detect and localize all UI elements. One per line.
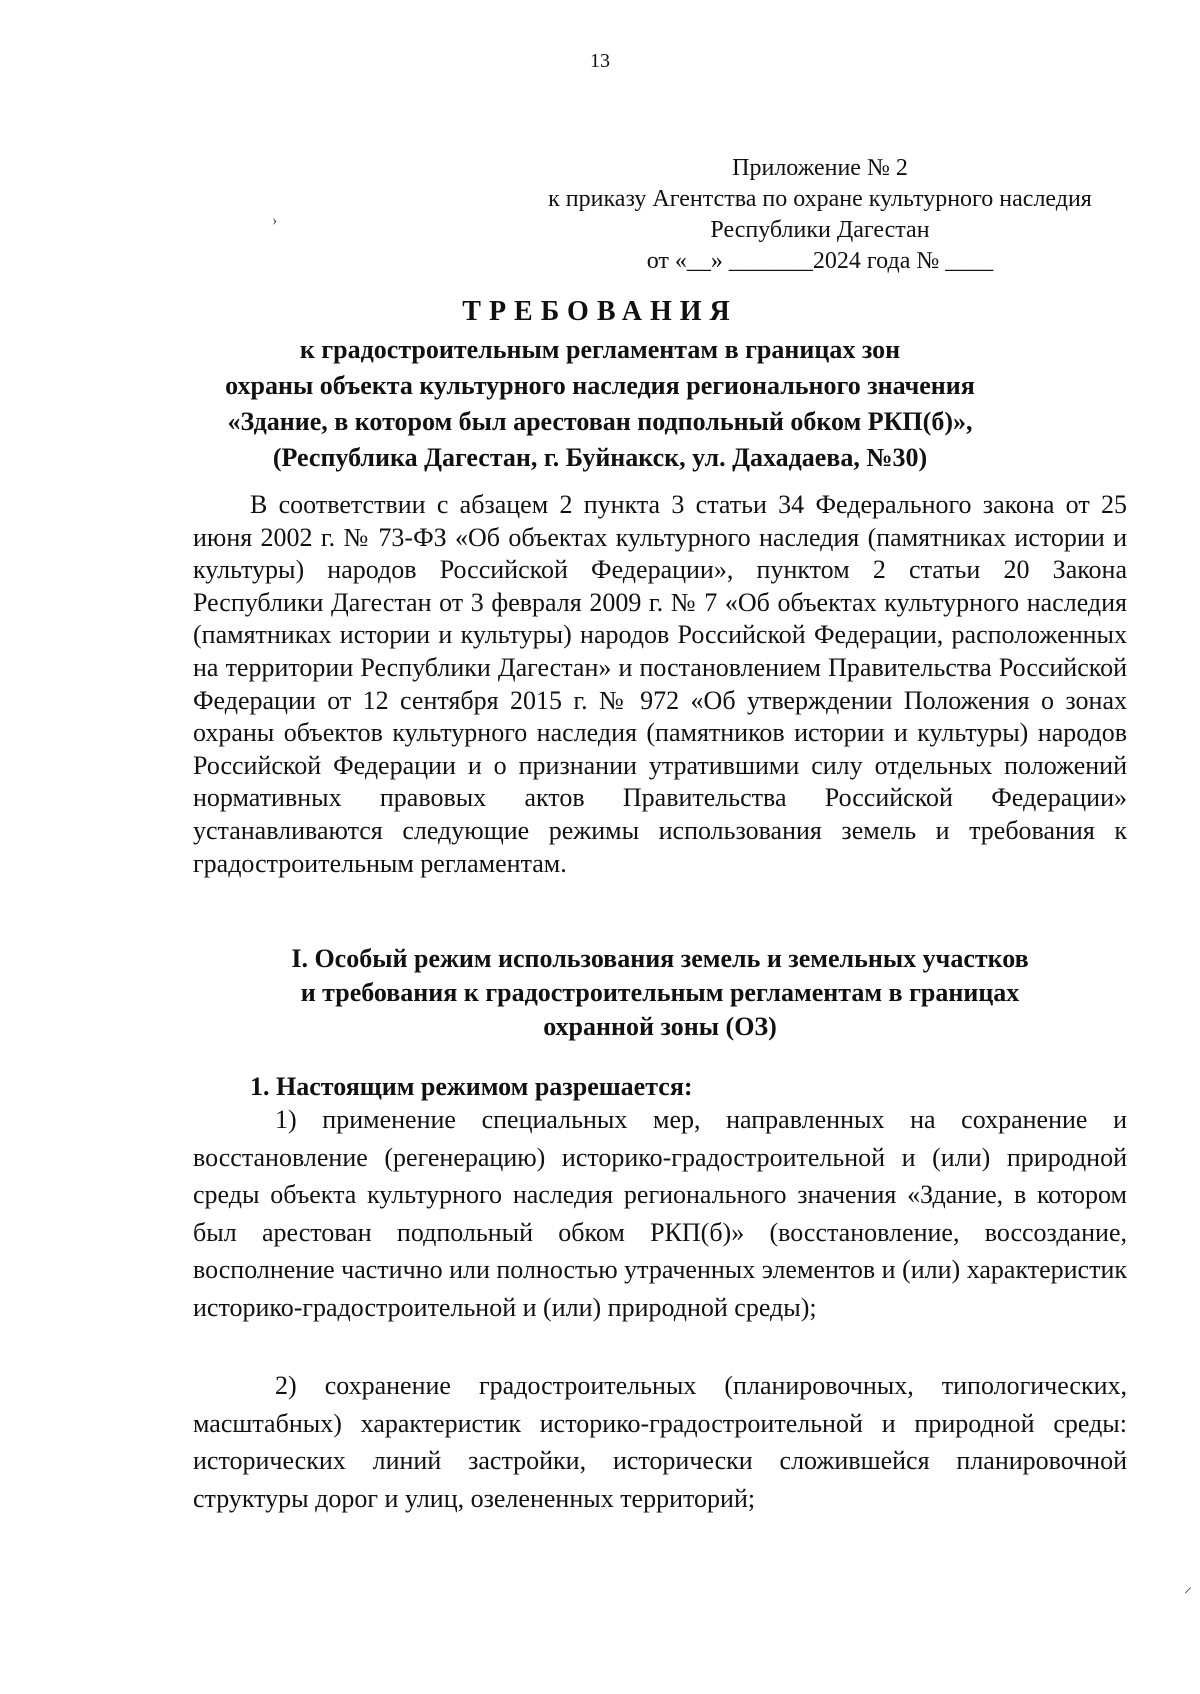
section-heading-line-2: и требования к градостроительным регламентам в границах xyxy=(300,978,1020,1007)
section-heading xyxy=(193,942,1127,1044)
scan-mark: ⸝ xyxy=(1184,1579,1193,1596)
title-line-4: (Республика Дагестан, г. Буйнакск, ул. Дахадаева, №30) xyxy=(272,443,928,472)
title-line-2: охраны объекта культурного наследия регионального значения xyxy=(225,371,975,400)
list-item: 2) сохранение градостроительных (планировочных, типологических, масштабных) характеристик историко-градостроительной и природной среды: исторических линий застройки, исторически сложившейся планировочной структуры дорог и улиц, озелененных территорий; xyxy=(193,1371,1127,1513)
appendix-order: к приказу Агентства по охране культурного наследия xyxy=(548,186,1092,212)
appendix-reference xyxy=(500,153,1140,277)
clause-heading: 1. Настоящим режимом разрешается: xyxy=(250,1072,693,1101)
scan-mark: › xyxy=(272,212,278,229)
title-line-3: «Здание, в котором был арестован подпольный обком РКП(б)», xyxy=(227,407,973,436)
document-title xyxy=(120,294,1080,476)
page-number: 13 xyxy=(590,50,610,72)
title-main: ТРЕБОВАНИЯ xyxy=(462,296,738,327)
list-item: 1) применение специальных мер, направленных на сохранение и восстановление (регенерацию) историко-градостроительной и (или) природной среды объекта культурного наследия регионального значения «Здание, в котором был арестован подпольный обком РКП(б)» (восстановление, воссоздание, восполнение частично или полностью утраченных элементов и (или) характеристик историко-градостроительной и (или) природной среды); xyxy=(193,1105,1127,1322)
section-heading-line-3: охранной зоны (ОЗ) xyxy=(543,1012,777,1041)
intro-paragraph: В соответствии с абзацем 2 пункта 3 статьи 34 Федерального закона от 25 июня 2002 г. № 73-ФЗ «Об объектах культурного наследия (памятниках истории и культуры) народов Российской Федерации», пунктом 2 статьи 20 Закона Республики Дагестан от 3 февраля 2009 г. № 7 «Об объектах культурного наследия (памятниках истории и культуры) народов Российской Федерации, расположенных на территории Республики Дагестан» и постановлением Правительства Российской Федерации от 12 сентября 2015 г. № 972 «Об утверждении Положения о зонах охраны объектов культурного наследия (памятников истории и культуры) народов Российской Федерации и о признании утратившими силу отдельных положений нормативных правовых актов Правительства Российской Федерации» устанавливаются следующие режимы использования земель и требования к градостроительным регламентам. xyxy=(193,490,1127,878)
appendix-date: от «__» _______2024 года № ____ xyxy=(646,248,994,274)
title-line-1: к градостроительным регламентам в границах зон xyxy=(299,335,901,364)
section-heading-line-1: I. Особый режим использования земель и земельных участков xyxy=(291,944,1029,973)
appendix-republic: Республики Дагестан xyxy=(710,217,930,243)
appendix-title: Приложение № 2 xyxy=(732,155,908,181)
